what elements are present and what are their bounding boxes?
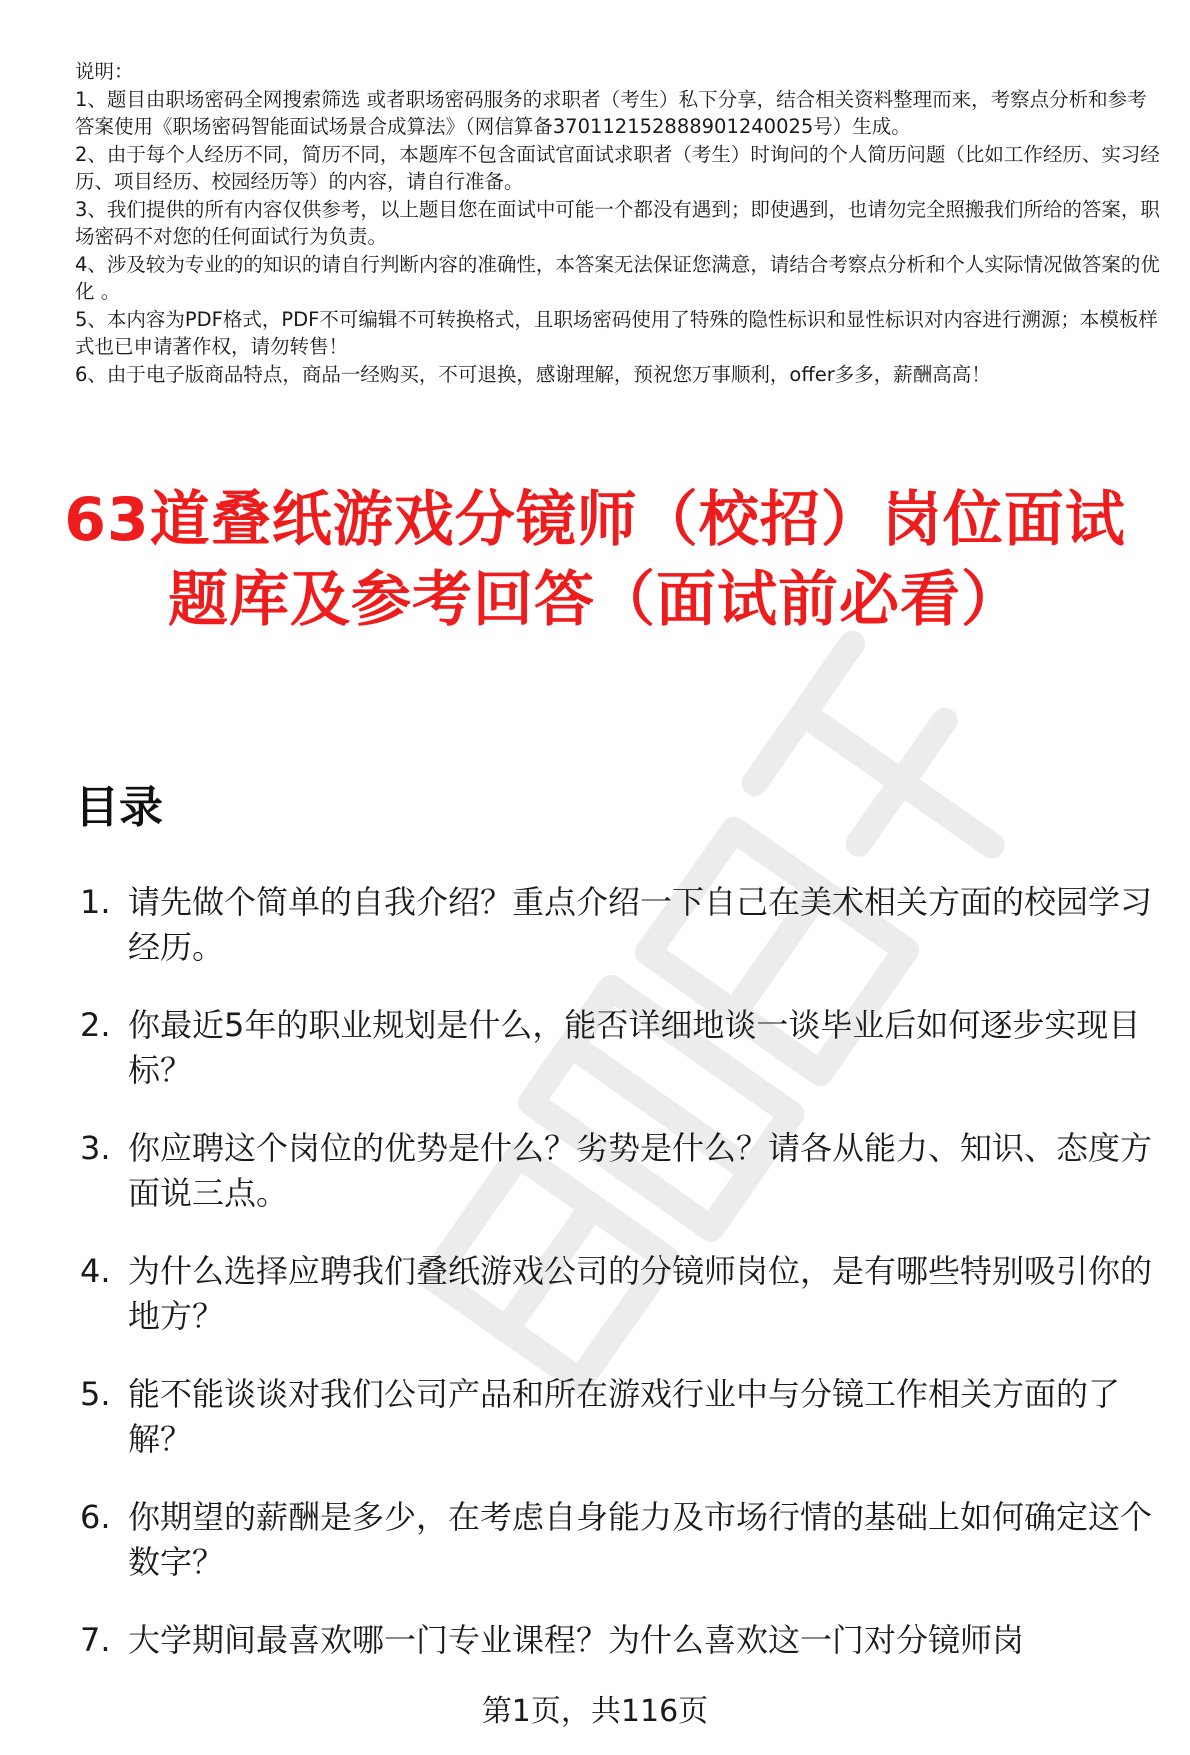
toc-item-text: 你最近5年的职业规划是什么，能否详细地谈一谈毕业后如何逐步实现目标？ (128, 1006, 1141, 1089)
toc-heading: 目录 (75, 782, 163, 833)
toc-item-number: 5. (80, 1375, 111, 1413)
toc-item-number: 1. (80, 883, 111, 921)
toc-item[interactable] (75, 1003, 1165, 1093)
note-line: 2、由于每个人经历不同，简历不同，本题库不包含面试官面试求职者（考生）时询问的个人简历问题（比如工作经历、实习经历、项目经历、校园经历等）的内容，请自行准备。 (75, 142, 1160, 193)
toc-item[interactable] (75, 1495, 1165, 1585)
toc-item-text: 大学期间最喜欢哪一门专业课程？为什么喜欢这一门对分镜师岗 (128, 1621, 1025, 1659)
toc-item-text: 能不能谈谈对我们公司产品和所在游戏行业中与分镜工作相关方面的了解？ (128, 1375, 1121, 1458)
note-line: 1、题目由职场密码全网搜索筛选 或者职场密码服务的求职者（考生）私下分享，结合相关资料整理而来，考察点分析和参考答案使用《职场密码智能面试场景合成算法》（网信算备370112152888901240025号）生成。 (75, 87, 1147, 138)
toc-list (75, 880, 1165, 1696)
toc-item[interactable] (75, 1126, 1165, 1216)
toc-item-number: 6. (80, 1498, 111, 1536)
note-line: 6、由于电子版商品特点，商品一经购买，不可退换，感谢理解，预祝您万事顺利，offer多多，薪酬高高！ (75, 362, 991, 386)
toc-item[interactable] (75, 880, 1165, 970)
page-footer: 第1页，共116页 (481, 1694, 709, 1729)
toc-item[interactable] (75, 1618, 1165, 1663)
toc-item-number: 3. (80, 1129, 111, 1167)
disclaimer-notes (75, 58, 1165, 388)
toc-item-number: 2. (80, 1006, 111, 1044)
toc-item-number: 7. (80, 1621, 111, 1659)
toc-item-text: 你应聘这个岗位的优势是什么？劣势是什么？请各从能力、知识、态度方面说三点。 (128, 1129, 1153, 1212)
toc-item[interactable] (75, 1249, 1165, 1339)
toc-item[interactable] (75, 1372, 1165, 1462)
toc-item-text: 你期望的薪酬是多少，在考虑自身能力及市场行情的基础上如何确定这个数字？ (128, 1498, 1153, 1581)
toc-item-text: 请先做个简单的自我介绍？重点介绍一下自己在美术相关方面的校园学习经历。 (128, 883, 1153, 966)
note-line: 说明： (75, 60, 134, 83)
toc-item-text: 为什么选择应聘我们叠纸游戏公司的分镜师岗位，是有哪些特别吸引你的地方？ (128, 1252, 1153, 1335)
note-line: 4、涉及较为专业的的知识的请自行判断内容的准确性，本答案无法保证您满意，请结合考察点分析和个人实际情况做答案的优化 。 (75, 252, 1160, 303)
note-line: 3、我们提供的所有内容仅供参考，以上题目您在面试中可能一个都没有遇到；即使遇到，也请勿完全照搬我们所给的答案，职场密码不对您的任何面试行为负责。 (75, 197, 1160, 248)
note-line: 5、本内容为PDF格式，PDF不可编辑不可转换格式，且职场密码使用了特殊的隐性标识和显性标识对内容进行溯源；本模板样式也已申请著作权，请勿转售！ (75, 307, 1158, 358)
document-title: 63道叠纸游戏分镜师（校招）岗位面试题库及参考回答（面试前必看） (64, 485, 1126, 635)
toc-item-number: 4. (80, 1252, 111, 1290)
